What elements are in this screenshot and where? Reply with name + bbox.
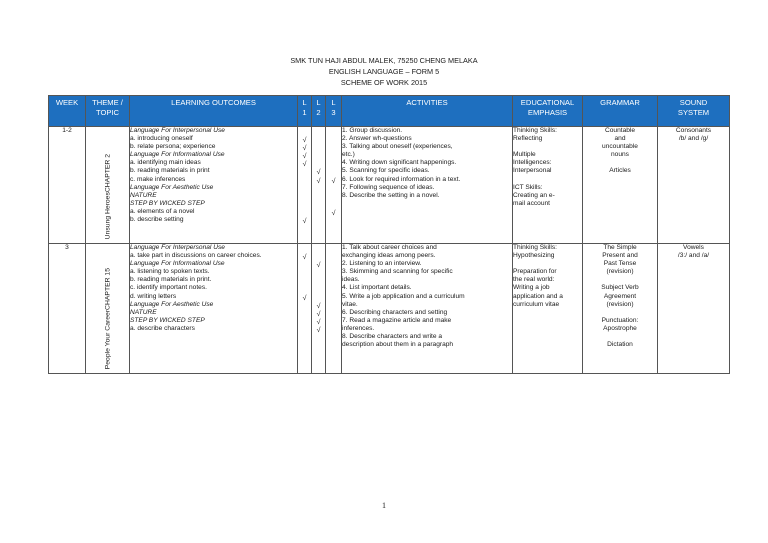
check-mark: √ [316,318,321,326]
topic-text: People Your CareerCHAPTER 15 [104,267,111,369]
col-week: WEEK [49,96,86,127]
text-line: ICT Skills: [513,183,543,191]
outcome-line: NATURE [130,191,157,199]
blank-line [298,210,311,218]
subject-title: ENGLISH LANGUAGE – FORM 5 [328,67,440,76]
blank-line [326,218,341,226]
outcome-line: Language For Interpersonal Use [130,244,225,251]
blank-line [326,137,341,145]
col-outcomes: LEARNING OUTCOMES [130,96,298,127]
l2-cell [312,127,326,244]
scheme-table [48,95,730,374]
text-line: (revision) [606,300,634,308]
blank-line [326,169,341,177]
col-emphasis: EDUCATIONAL EMPHASIS [513,96,583,127]
blank-line [326,161,341,169]
blank-line [312,202,325,210]
blank-line [312,286,325,294]
text-line: Thinking Skills: [513,127,557,134]
text-line: (revision) [606,268,634,276]
check-mark: √ [302,218,307,226]
text-line: /b/ and /g/ [678,135,709,143]
col-l1: L 1 [298,96,312,127]
blank-line [326,202,341,210]
text-line: Dictation [607,341,633,349]
outcome-line: c. identify important notes. [130,284,207,292]
l1-cell [298,127,312,244]
check-mark: √ [316,262,321,270]
text-line: the real world: [513,276,555,284]
outcome-line: a. elements of a novel [130,207,195,215]
check-mark: √ [302,254,307,262]
blank-line [312,129,325,137]
blank-line [312,137,325,145]
text-line: Present and [602,252,638,260]
text-line: ideas. [342,276,360,284]
activities-cell [342,127,513,244]
blank-line [298,169,311,177]
text-line: uncountable [602,143,638,151]
week-cell: 1-2 [49,127,86,244]
outcome-line: d. writing letters [130,292,177,300]
text-line: Apostrophe [603,324,637,332]
outcome-line: Language For Interpersonal Use [130,127,225,134]
sound-cell [658,127,730,244]
text-line: Past Tense [603,260,637,268]
text-line: 8. Describe the setting in a novel. [342,191,440,199]
col-l2: L 2 [312,96,326,127]
topic-text: Unsung HeroesCHAPTER 2 [104,153,111,239]
outcome-line: b. relate persona; experience [130,143,216,151]
outcome-line: a. introducing oneself [130,135,193,143]
col-theme: THEME / TOPIC [86,96,130,127]
activities-cell [342,244,513,374]
check-mark: √ [331,209,336,217]
blank-line [326,254,341,262]
text-line: application and a [513,292,563,300]
outcome-line: Language For Aesthetic Use [130,300,214,308]
text-line: 1. Group discussion. [342,127,403,134]
l3-cell [326,244,342,374]
blank-line [312,194,325,202]
outcome-line: Language For Aesthetic Use [130,183,214,191]
table-row [49,127,730,244]
blank-line [312,246,325,254]
blank-line [326,246,341,254]
blank-line [583,276,657,284]
text-line: 7. Read a magazine article and make [342,316,452,324]
text-line: Intelligences: [513,159,552,167]
check-mark: √ [316,302,321,310]
text-line: 3. Skimming and scanning for specific [342,268,453,276]
blank-line [298,270,311,278]
outcomes-cell [130,127,298,244]
grammar-cell [583,127,658,244]
check-mark: √ [302,145,307,153]
text-line: Consonants [675,127,712,134]
col-activities: ACTIVITIES [342,96,513,127]
topic-cell [86,127,130,244]
text-line: inferences. [342,324,375,332]
blank-line [326,153,341,161]
outcome-line: a. take part in discussions on career choices. [130,252,262,260]
text-line: Countable [604,127,636,134]
blank-line [298,278,311,286]
outcome-line: STEP BY WICKED STEP [130,199,205,207]
blank-line [298,286,311,294]
check-mark: √ [316,326,321,334]
blank-line [298,186,311,194]
text-line: Multiple [513,151,536,159]
text-line: Hypothesizing [513,252,555,260]
outcome-line: STEP BY WICKED STEP [130,316,205,324]
emphasis-cell [513,244,583,374]
text-line: Creating an e- [513,191,555,199]
check-mark: √ [316,310,321,318]
outcome-line: Language For Informational Use [130,151,225,159]
week-cell: 3 [49,244,86,374]
text-line: 5. Write a job application and a curriculum [342,292,465,300]
text-line: curriculum vitae [513,300,560,308]
blank-line [326,303,341,311]
text-line: 6. Describing characters and setting [342,308,448,316]
text-line: exchanging ideas among peers. [342,252,436,260]
text-line: Thinking Skills: [513,244,557,251]
l1-cell [298,244,312,374]
blank-line [513,176,582,184]
topic-cell [86,244,130,374]
l2-cell [312,244,326,374]
blank-line [326,319,341,327]
header-row [49,96,730,127]
blank-line [312,210,325,218]
text-line: The Simple [603,244,637,251]
text-line: 3. Talking about oneself (experiences, [342,143,453,151]
check-mark: √ [316,177,321,185]
text-line: Writing a job [513,284,550,292]
text-line: mail account [513,199,551,207]
emphasis-cell [513,127,583,244]
text-line: /3:/ and /a/ [677,252,710,260]
blank-line [298,246,311,254]
blank-line [312,145,325,153]
blank-line [312,153,325,161]
text-line: Articles [609,167,631,175]
text-line: Agreement [603,292,637,300]
text-line: 1. Talk about career choices and [342,244,437,251]
page-number: 1 [382,501,386,510]
blank-line [298,303,311,311]
text-line: 4. List important details. [342,284,412,292]
text-line: 2. Listening to an interview. [342,260,422,268]
outcome-line: b. describe setting [130,216,184,224]
col-grammar: GRAMMAR [583,96,658,127]
col-l3: L 3 [326,96,342,127]
check-mark: √ [302,161,307,169]
outcome-line: b. reading materials in print. [130,276,212,284]
table-row [49,244,730,374]
text-line: Preparation for [513,268,557,276]
blank-line [583,333,657,341]
blank-line [298,319,311,327]
blank-line [513,143,582,151]
outcome-line: Language For Informational Use [130,260,225,268]
blank-line [326,311,341,319]
outcome-line: NATURE [130,308,157,316]
blank-line [312,278,325,286]
text-line: 2. Answer wh-questions [342,135,412,143]
grammar-cell [583,244,658,374]
blank-line [583,159,657,167]
text-line: vitae. [342,300,358,308]
blank-line [312,295,325,303]
check-mark: √ [302,137,307,145]
blank-line [326,129,341,137]
blank-line [326,327,341,335]
text-line: 6. Look for required information in a text. [342,175,461,183]
outcome-line: b. reading materials in print [130,167,210,175]
blank-line [312,254,325,262]
blank-line [326,270,341,278]
outcomes-cell [130,244,298,374]
text-line: nouns [611,151,629,159]
text-line: 4. Writing down significant happenings. [342,159,457,167]
text-line: and [614,135,626,143]
blank-line [298,178,311,186]
blank-line [326,278,341,286]
check-mark: √ [316,169,321,177]
blank-line [312,218,325,226]
blank-line [298,194,311,202]
blank-line [326,262,341,270]
blank-line [326,194,341,202]
text-line: Vowels [683,244,704,251]
text-line: Reflecting [513,135,543,143]
blank-line [326,286,341,294]
text-line: 7. Following sequence of ideas. [342,183,435,191]
blank-line [298,311,311,319]
blank-line [298,202,311,210]
text-line: etc.) [342,151,355,159]
blank-line [583,309,657,317]
text-line: Punctuation: [601,316,639,324]
check-mark: √ [302,294,307,302]
blank-line [312,186,325,194]
blank-line [312,270,325,278]
blank-line [326,295,341,303]
check-mark: √ [302,153,307,161]
text-line: Subject Verb [601,284,639,292]
outcome-line: c. make inferences [130,175,186,183]
text-line: description about them in a paragraph [342,341,454,349]
outcome-line: a. listening to spoken texts. [130,268,210,276]
document-title: SCHEME OF WORK 2015 [340,78,428,87]
blank-line [298,129,311,137]
blank-line [298,327,311,335]
outcome-line: a. describe characters [130,324,195,332]
school-name: SMK TUN HAJI ABDUL MALEK, 75250 CHENG MELAKA [290,56,478,65]
check-mark: √ [331,177,336,185]
blank-line [513,260,582,268]
blank-line [326,145,341,153]
text-line: 5. Scanning for specific ideas. [342,167,430,175]
l3-cell [326,127,342,244]
outcome-line: a. identifying main ideas [130,159,201,167]
blank-line [298,262,311,270]
col-sound: SOUND SYSTEM [658,96,730,127]
sound-cell [658,244,730,374]
text-line: Interpersonal [513,167,552,175]
blank-line [326,186,341,194]
text-line: 8. Describe characters and write a [342,333,443,341]
